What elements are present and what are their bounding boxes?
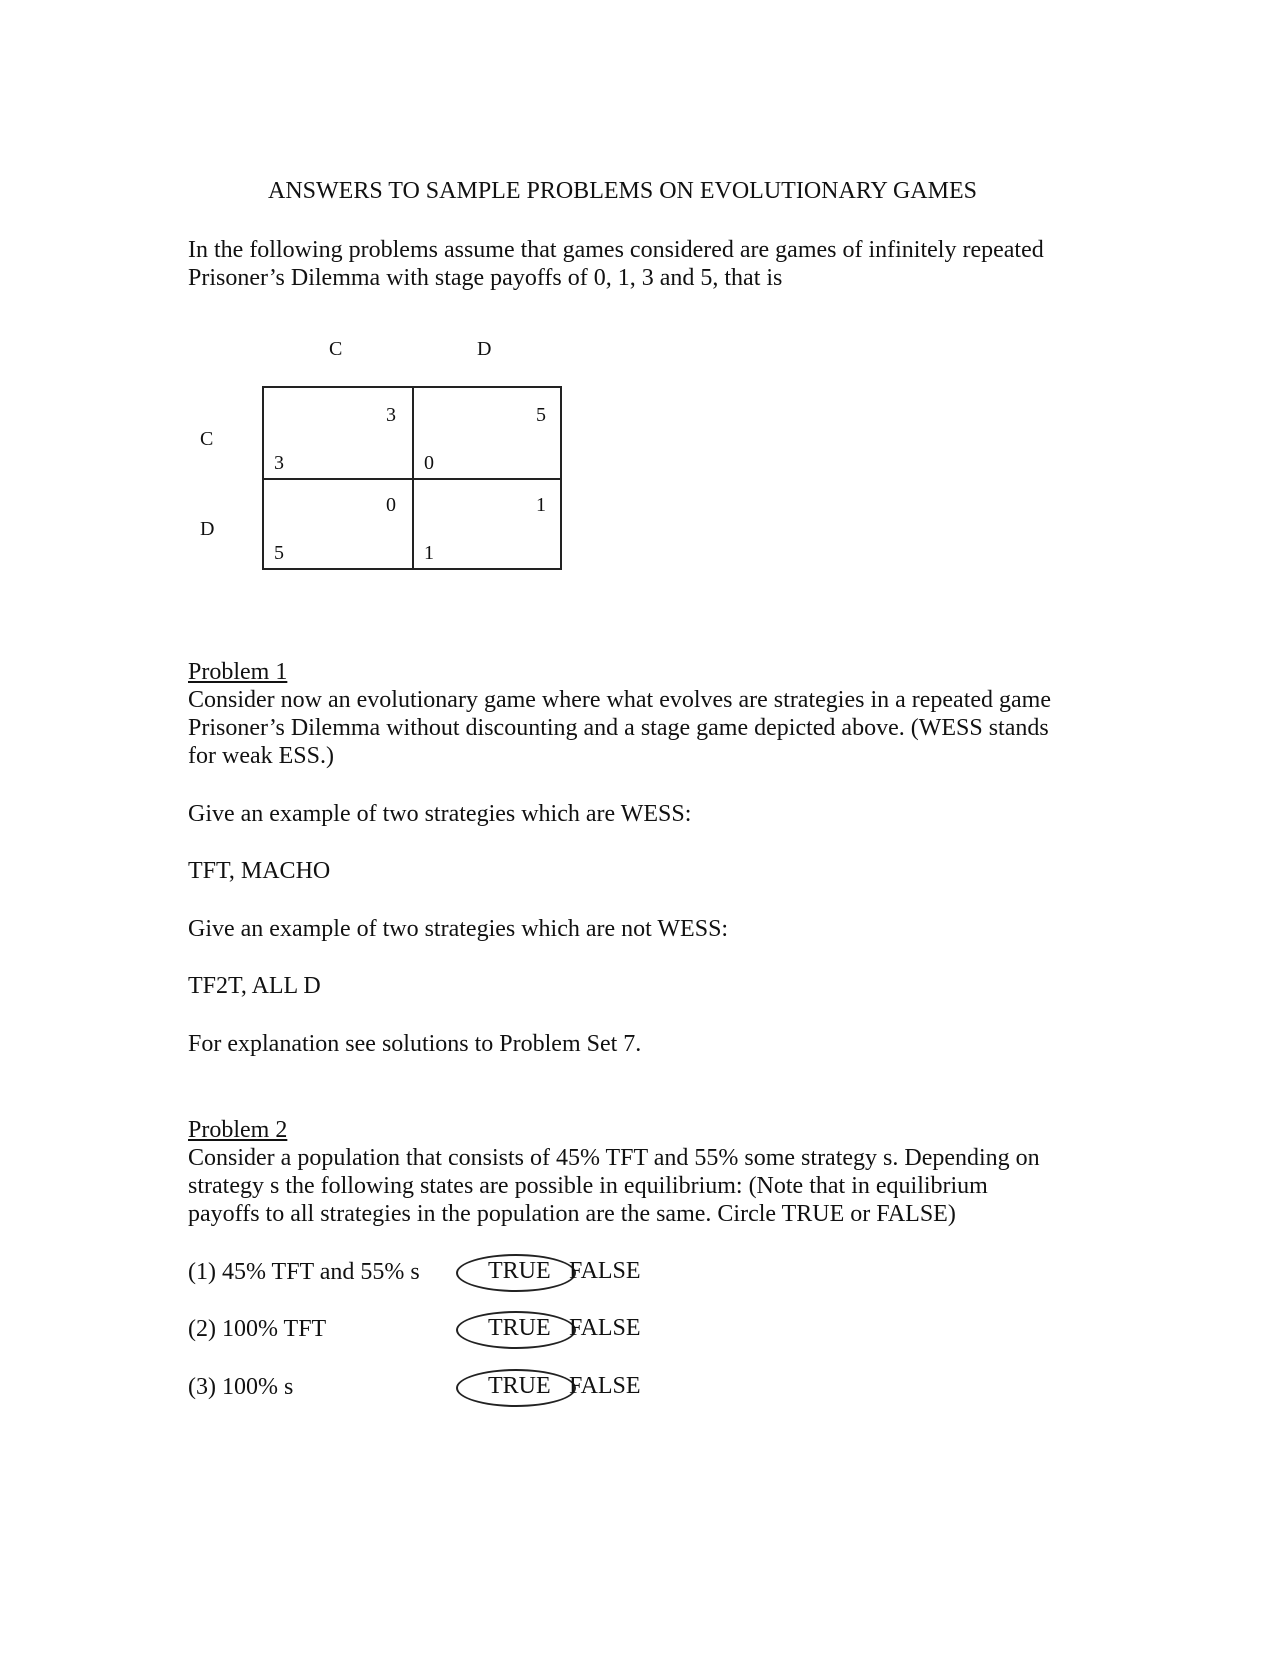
payoff-matrix xyxy=(262,386,562,570)
problem1-question-1: Give an example of two strategies which are WESS: xyxy=(188,801,692,827)
matrix-divider-horizontal xyxy=(264,478,560,480)
page-title: ANSWERS TO SAMPLE PROBLEMS ON EVOLUTIONARY GAMES xyxy=(268,178,977,204)
problem2-item-2-label: (2) 100% TFT xyxy=(188,1316,327,1342)
intro-line-2: Prisoner’s Dilemma with stage payoffs of 0, 1, 3 and 5, that is xyxy=(188,265,783,291)
matrix-col-label-d: D xyxy=(477,338,492,360)
problem2-text-line-1: Consider a population that consists of 45% TFT and 55% some strategy s. Depending on xyxy=(188,1145,1040,1171)
matrix-row-label-c: C xyxy=(200,428,214,450)
problem1-text-line-1: Consider now an evolutionary game where what evolves are strategies in a repeated game xyxy=(188,687,1052,713)
problem2-item-1-label: (1) 45% TFT and 55% s xyxy=(188,1259,420,1285)
matrix-row-label-d: D xyxy=(200,518,215,540)
problem1-heading: Problem 1 xyxy=(188,659,288,685)
cell-cc-col-payoff: 3 xyxy=(386,404,396,426)
problem2-item-3-true[interactable]: TRUE xyxy=(488,1373,551,1399)
cell-dc-col-payoff: 0 xyxy=(386,494,396,516)
problem1-answer-1: TFT, MACHO xyxy=(188,858,331,884)
cell-dc-row-payoff: 5 xyxy=(274,542,284,564)
cell-cd-col-payoff: 5 xyxy=(536,404,546,426)
problem2-heading: Problem 2 xyxy=(188,1117,288,1143)
problem1-text-line-2: Prisoner’s Dilemma without discounting and a stage game depicted above. (WESS stands xyxy=(188,715,1049,741)
problem2-item-2-true[interactable]: TRUE xyxy=(488,1315,551,1341)
problem1-question-2: Give an example of two strategies which are not WESS: xyxy=(188,916,729,942)
cell-cd-row-payoff: 0 xyxy=(424,452,434,474)
problem2-item-3-false[interactable]: FALSE xyxy=(569,1373,641,1399)
intro-line-1: In the following problems assume that games considered are games of infinitely repeated xyxy=(188,237,1044,263)
problem2-text-line-2: strategy s the following states are possible in equilibrium: (Note that in equilibrium xyxy=(188,1173,988,1199)
cell-dd-col-payoff: 1 xyxy=(536,494,546,516)
cell-dd-row-payoff: 1 xyxy=(424,542,434,564)
matrix-col-label-c: C xyxy=(329,338,343,360)
problem1-text-line-3: for weak ESS.) xyxy=(188,743,334,769)
problem2-item-3-label: (3) 100% s xyxy=(188,1374,294,1400)
problem2-text-line-3: payoffs to all strategies in the population are the same. Circle TRUE or FALSE) xyxy=(188,1201,956,1227)
problem2-item-2-false[interactable]: FALSE xyxy=(569,1315,641,1341)
problem1-note: For explanation see solutions to Problem Set 7. xyxy=(188,1031,642,1057)
problem1-answer-2: TF2T, ALL D xyxy=(188,973,321,999)
cell-cc-row-payoff: 3 xyxy=(274,452,284,474)
problem2-item-1-true[interactable]: TRUE xyxy=(488,1258,551,1284)
problem2-item-1-false[interactable]: FALSE xyxy=(569,1258,641,1284)
